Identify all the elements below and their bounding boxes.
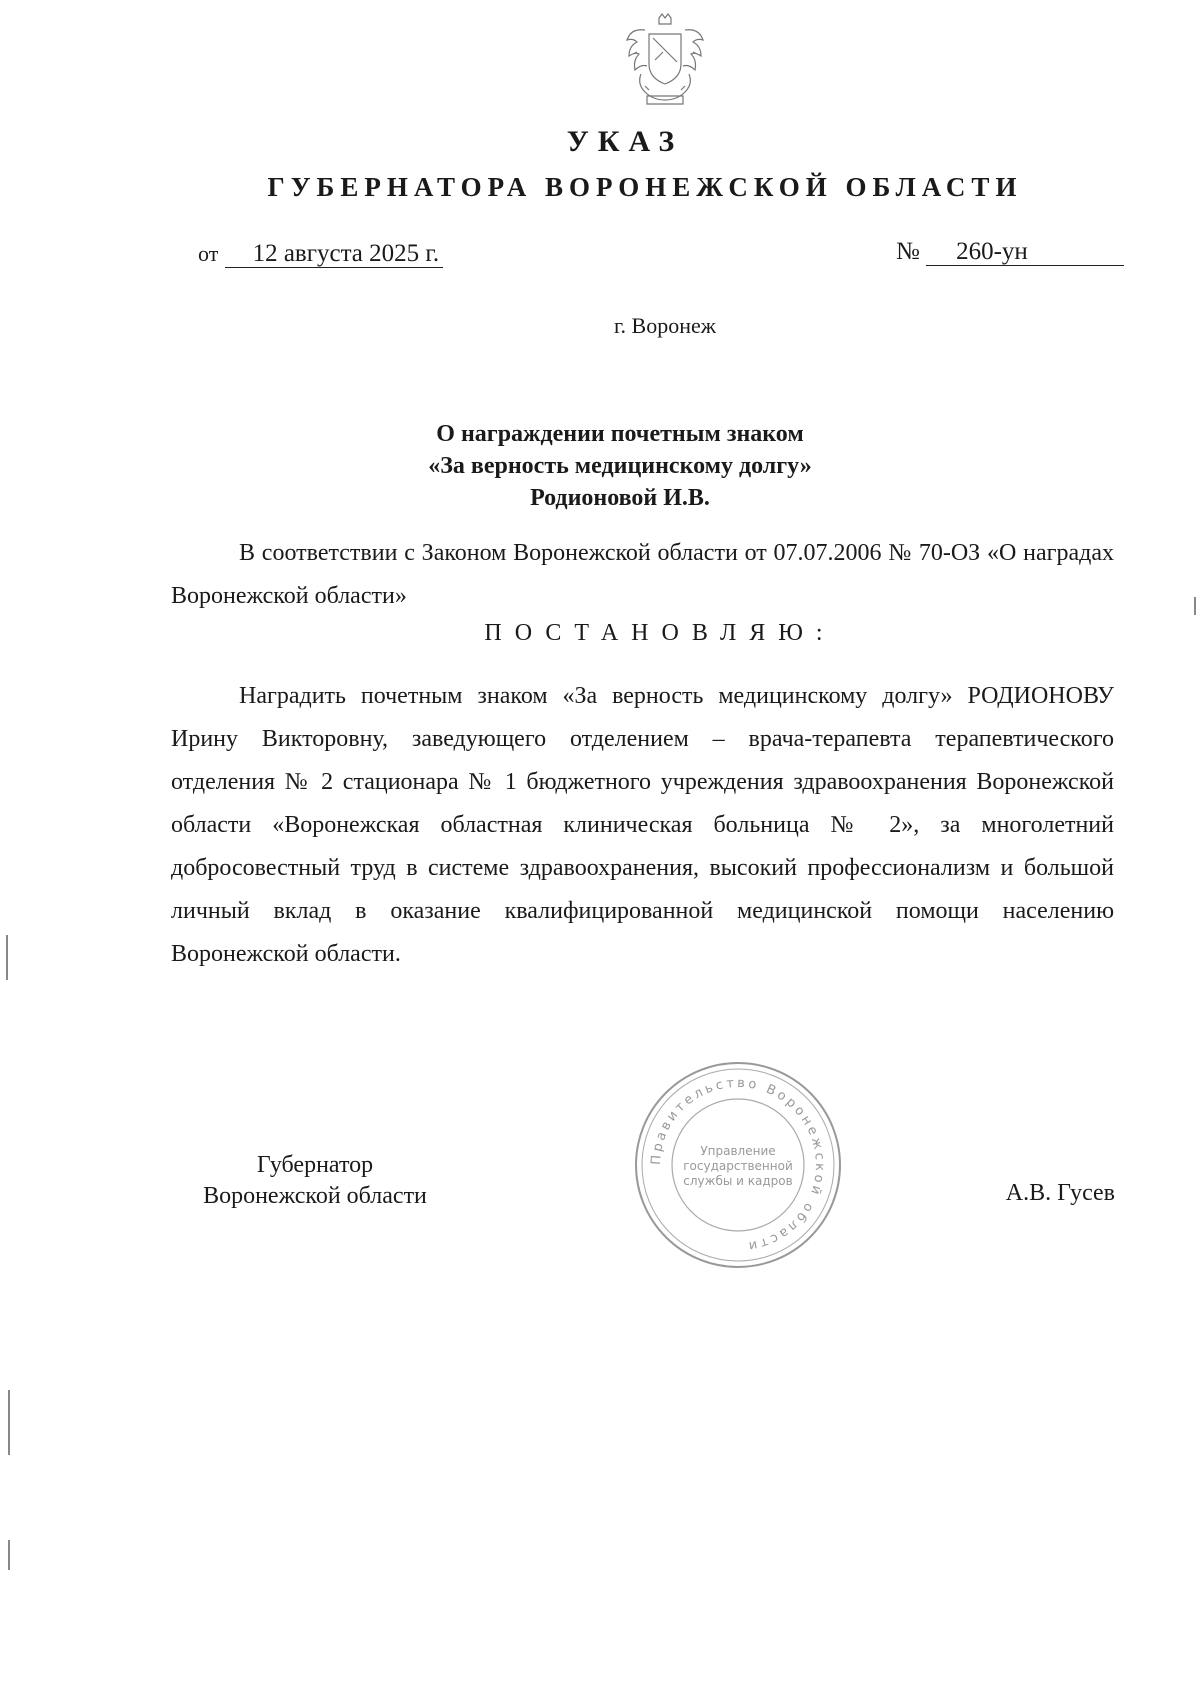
seal-center-line-1: Управление xyxy=(700,1144,776,1158)
subject-line-3: Родионовой И.В. xyxy=(530,485,710,511)
decree-subject xyxy=(0,418,1200,514)
coat-of-arms-icon xyxy=(615,12,715,110)
margin-mark xyxy=(8,1390,10,1455)
signatory-position xyxy=(175,1150,455,1212)
position-line-1: Губернатор xyxy=(256,1152,374,1178)
seal-icon xyxy=(628,1055,848,1275)
seal-ring-text: Правительство Воронежской области xyxy=(648,1075,828,1254)
seal-center-line-3: службы и кадров xyxy=(683,1174,793,1188)
number-prefix: № xyxy=(896,238,920,265)
signatory-name: А.В. Гусев xyxy=(1005,1180,1115,1206)
legal-basis-paragraph: В соответствии с Законом Воронежской области от 07.07.2006 № 70-ОЗ «О наградах Воронежской области» xyxy=(171,540,1114,609)
position-line-2: Воронежской области xyxy=(203,1183,427,1209)
document-issuer: ГУБЕРНАТОРА ВОРОНЕЖСКОЙ ОБЛАСТИ xyxy=(267,172,1023,202)
seal-center-line-2: государственной xyxy=(683,1159,793,1173)
margin-mark xyxy=(6,935,8,980)
decree-word: ПОСТАНОВЛЯЮ: xyxy=(484,620,836,646)
subject-line-1: О награждении почетным знаком xyxy=(436,421,804,447)
date-prefix: от xyxy=(198,241,219,266)
number-line xyxy=(896,238,1124,266)
date-line xyxy=(198,240,443,268)
city: г. Воронеж xyxy=(614,313,716,338)
margin-mark xyxy=(1194,597,1196,615)
subject-line-2: «За верность медицинскому долгу» xyxy=(428,453,812,479)
document-title: УКАЗ xyxy=(566,125,684,158)
document-date: 12 августа 2025 г. xyxy=(225,241,444,268)
document-number: 260-ун xyxy=(926,239,1124,266)
award-paragraph: Наградить почетным знаком «За верность медицинскому долгу» РОДИОНОВУ Ирину Викторовну, заведующего отделением – врача-терапевта терапевтического отделения № 2 стационара № 1 бюджетного учреждения здравоохранения Воронежской области «Воронежская областная клиническая больница № 2», за многолетний добросовестный труд в системе здравоохранения, высокий профессионализм и большой личный вклад в оказание квалифицированной медицинской помощи населению Воронежской области. xyxy=(171,683,1114,967)
margin-mark xyxy=(8,1540,10,1570)
